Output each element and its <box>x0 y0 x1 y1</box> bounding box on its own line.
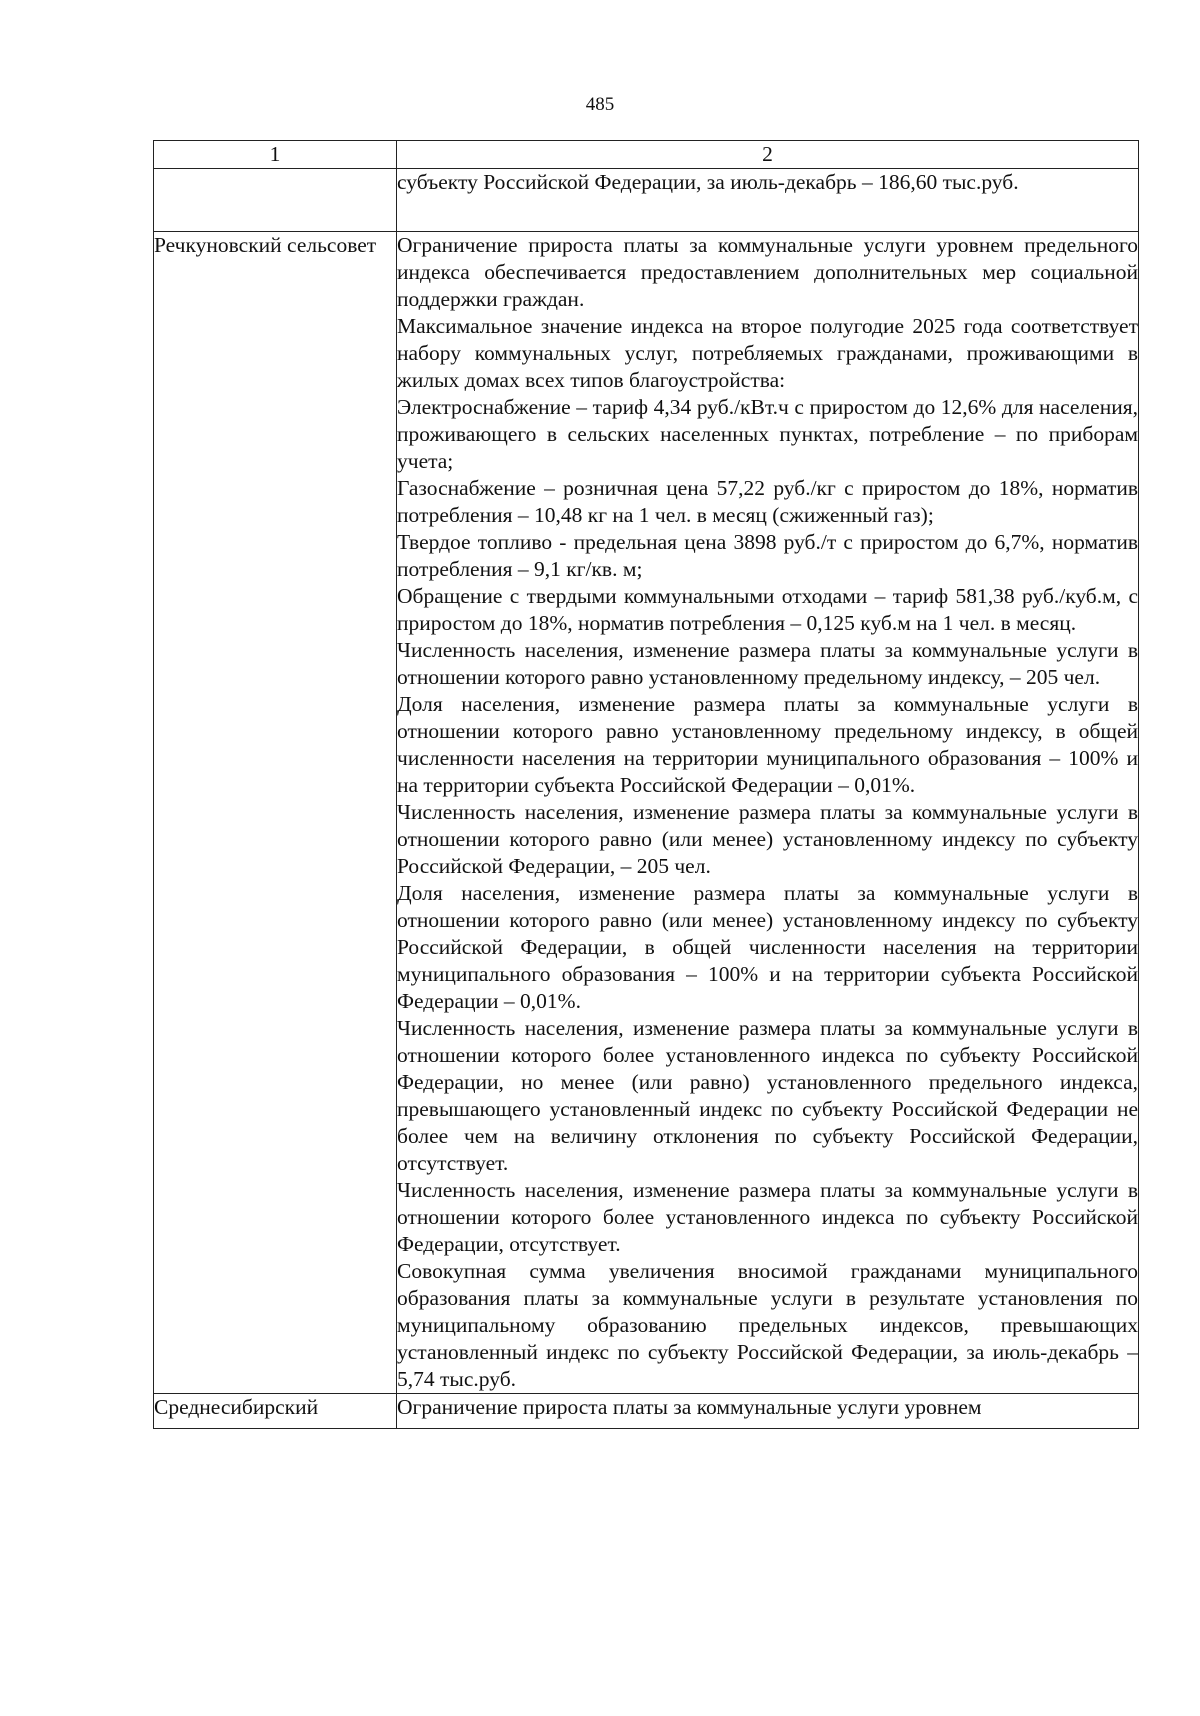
municipality-name: Речкуновский сельсовет <box>154 232 397 1394</box>
paragraph-population-equal-or-less: Численность населения, изменение размера платы за коммунальные услуги в отношении которого равно (или менее) установленному индексу по субъекту Российской Федерации, – 205 чел. <box>397 800 1138 878</box>
table-row-continuation <box>154 169 1139 232</box>
paragraph-share-equal-or-less: Доля населения, изменение размера платы за коммунальные услуги в отношении которого равно (или менее) установленному индексу по субъекту Российской Федерации, в общей численности населения на территории муниципального образования – 100% и на территории субъекта Российской Федерации – 0,01%. <box>397 881 1138 1013</box>
column-header-1: 1 <box>154 141 397 169</box>
municipality-description <box>397 232 1139 1394</box>
column-header-2: 2 <box>397 141 1139 169</box>
next-municipality-text-cell <box>397 1394 1139 1429</box>
paragraph-limit-measures: Ограничение прироста платы за коммунальные услуги уровнем предельного индекса обеспечивается предоставлением дополнительных мер социальной поддержки граждан. <box>397 233 1138 311</box>
paragraph-max-index: Максимальное значение индекса на второе полугодие 2025 года соответствует набору коммунальных услуг, потребляемых гражданами, проживающими в жилых домах всех типов благоустройства: <box>397 314 1138 392</box>
continuation-text-cell <box>397 169 1139 232</box>
paragraph-gas: Газоснабжение – розничная цена 57,22 руб./кг с приростом до 18%, норматив потребления – 10,48 кг на 1 чел. в месяц (сжиженный газ); <box>397 476 1138 527</box>
paragraph-waste: Обращение с твердыми коммунальными отходами – тариф 581,38 руб./куб.м, с приростом до 18%, норматив потребления – 0,125 куб.м на 1 чел. в месяц. <box>397 584 1138 635</box>
table-row-srednesibirsky <box>154 1394 1139 1429</box>
municipal-index-table <box>153 140 1139 1429</box>
paragraph-population-above: Численность населения, изменение размера платы за коммунальные услуги в отношении которого более установленного индекса по субъекту Российской Федерации, отсутствует. <box>397 1178 1138 1256</box>
paragraph-solid-fuel: Твердое топливо - предельная цена 3898 руб./т с приростом до 6,7%, норматив потребления – 9,1 кг/кв. м; <box>397 530 1138 581</box>
paragraph-electricity: Электроснабжение – тариф 4,34 руб./кВт.ч с приростом до 12,6% для населения, проживающего в сельских населенных пунктах, потребление – по приборам учета; <box>397 395 1138 473</box>
next-municipality-name: Среднесибирский <box>154 1394 397 1429</box>
paragraph-total-increase: Совокупная сумма увеличения вносимой гражданами муниципального образования платы за коммунальные услуги в результате установления по муниципальному образованию предельных индексов, превышающих установленный индекс по субъекту Российской Федерации, за июль-декабрь – 5,74 тыс.руб. <box>397 1259 1138 1391</box>
next-municipality-text: Ограничение прироста платы за коммунальные услуги уровнем <box>397 1395 982 1419</box>
paragraph-population-between: Численность населения, изменение размера платы за коммунальные услуги в отношении которого более установленного индекса по субъекту Российской Федерации, но менее (или равно) установленного предельного индекса, превышающего установленный индекс по субъекту Российской Федерации не более чем на величину отклонения по субъекту Российской Федерации, отсутствует. <box>397 1016 1138 1175</box>
empty-municipality-cell <box>154 169 397 232</box>
table-header-row <box>154 141 1139 169</box>
continuation-text: субъекту Российской Федерации, за июль-декабрь – 186,60 тыс.руб. <box>397 170 1019 194</box>
paragraph-share-equal-limit: Доля населения, изменение размера платы за коммунальные услуги в отношении которого равно установленному предельному индексу, в общей численности населения на территории муниципального образования – 100% и на территории субъекта Российской Федерации – 0,01%. <box>397 692 1138 797</box>
table-row-rechkunovsky <box>154 232 1139 1394</box>
page-number: 485 <box>585 94 615 115</box>
paragraph-population-equal-limit: Численность населения, изменение размера платы за коммунальные услуги в отношении которого равно установленному предельному индексу, – 205 чел. <box>397 638 1138 689</box>
